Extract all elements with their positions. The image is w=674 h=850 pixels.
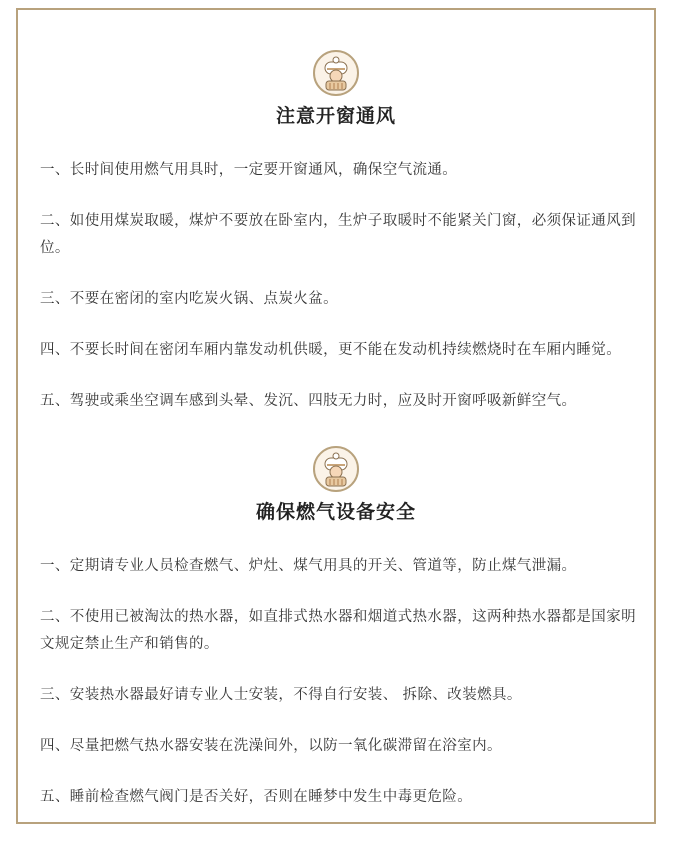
section-icon-wrap <box>18 446 654 496</box>
section-title: 确保燃气设备安全 <box>255 501 416 523</box>
list-item: 三、不要在密闭的室内吃炭火锅、点炭火盆。 <box>40 291 338 307</box>
list-item: 一、长时间使用燃气用具时，一定要开窗通风，确保空气流通。 <box>40 162 458 178</box>
list-item: 二、如使用煤炭取暖，煤炉不要放在卧室内，生炉子取暖时不能紧关门窗，必须保证通风到位。 <box>40 213 636 256</box>
article-card <box>16 8 656 824</box>
cartoon-child-icon <box>313 446 359 492</box>
section-icon-wrap <box>18 50 654 100</box>
list-item: 四、不要长时间在密闭车厢内靠发动机供暖，更不能在发动机持续燃烧时在车厢内睡觉。 <box>40 342 622 358</box>
list-item: 二、不使用已被淘汰的热水器，如直排式热水器和烟道式热水器，这两种热水器都是国家明文规定禁止生产和销售的。 <box>40 609 636 652</box>
section-item-list <box>18 157 654 415</box>
list-item: 四、尽量把燃气热水器安装在洗澡间外，以防一氧化碳滞留在浴室内。 <box>40 738 502 754</box>
list-item: 三、安装热水器最好请专业人士安装，不得自行安装、 拆除、改装燃具。 <box>40 687 522 703</box>
section-gas-safety <box>18 446 654 835</box>
list-item: 五、睡前检查燃气阀门是否关好，否则在睡梦中发生中毒更危险。 <box>40 789 473 805</box>
section-ventilation <box>18 50 654 439</box>
cartoon-child-icon <box>313 50 359 96</box>
list-item: 一、定期请专业人员检查燃气、炉灶、煤气用具的开关、管道等，防止煤气泄漏。 <box>40 558 577 574</box>
list-item: 五、驾驶或乘坐空调车感到头晕、发沉、四肢无力时，应及时开窗呼吸新鲜空气。 <box>40 393 577 409</box>
section-title: 注意开窗通风 <box>275 105 396 127</box>
section-item-list <box>18 553 654 811</box>
